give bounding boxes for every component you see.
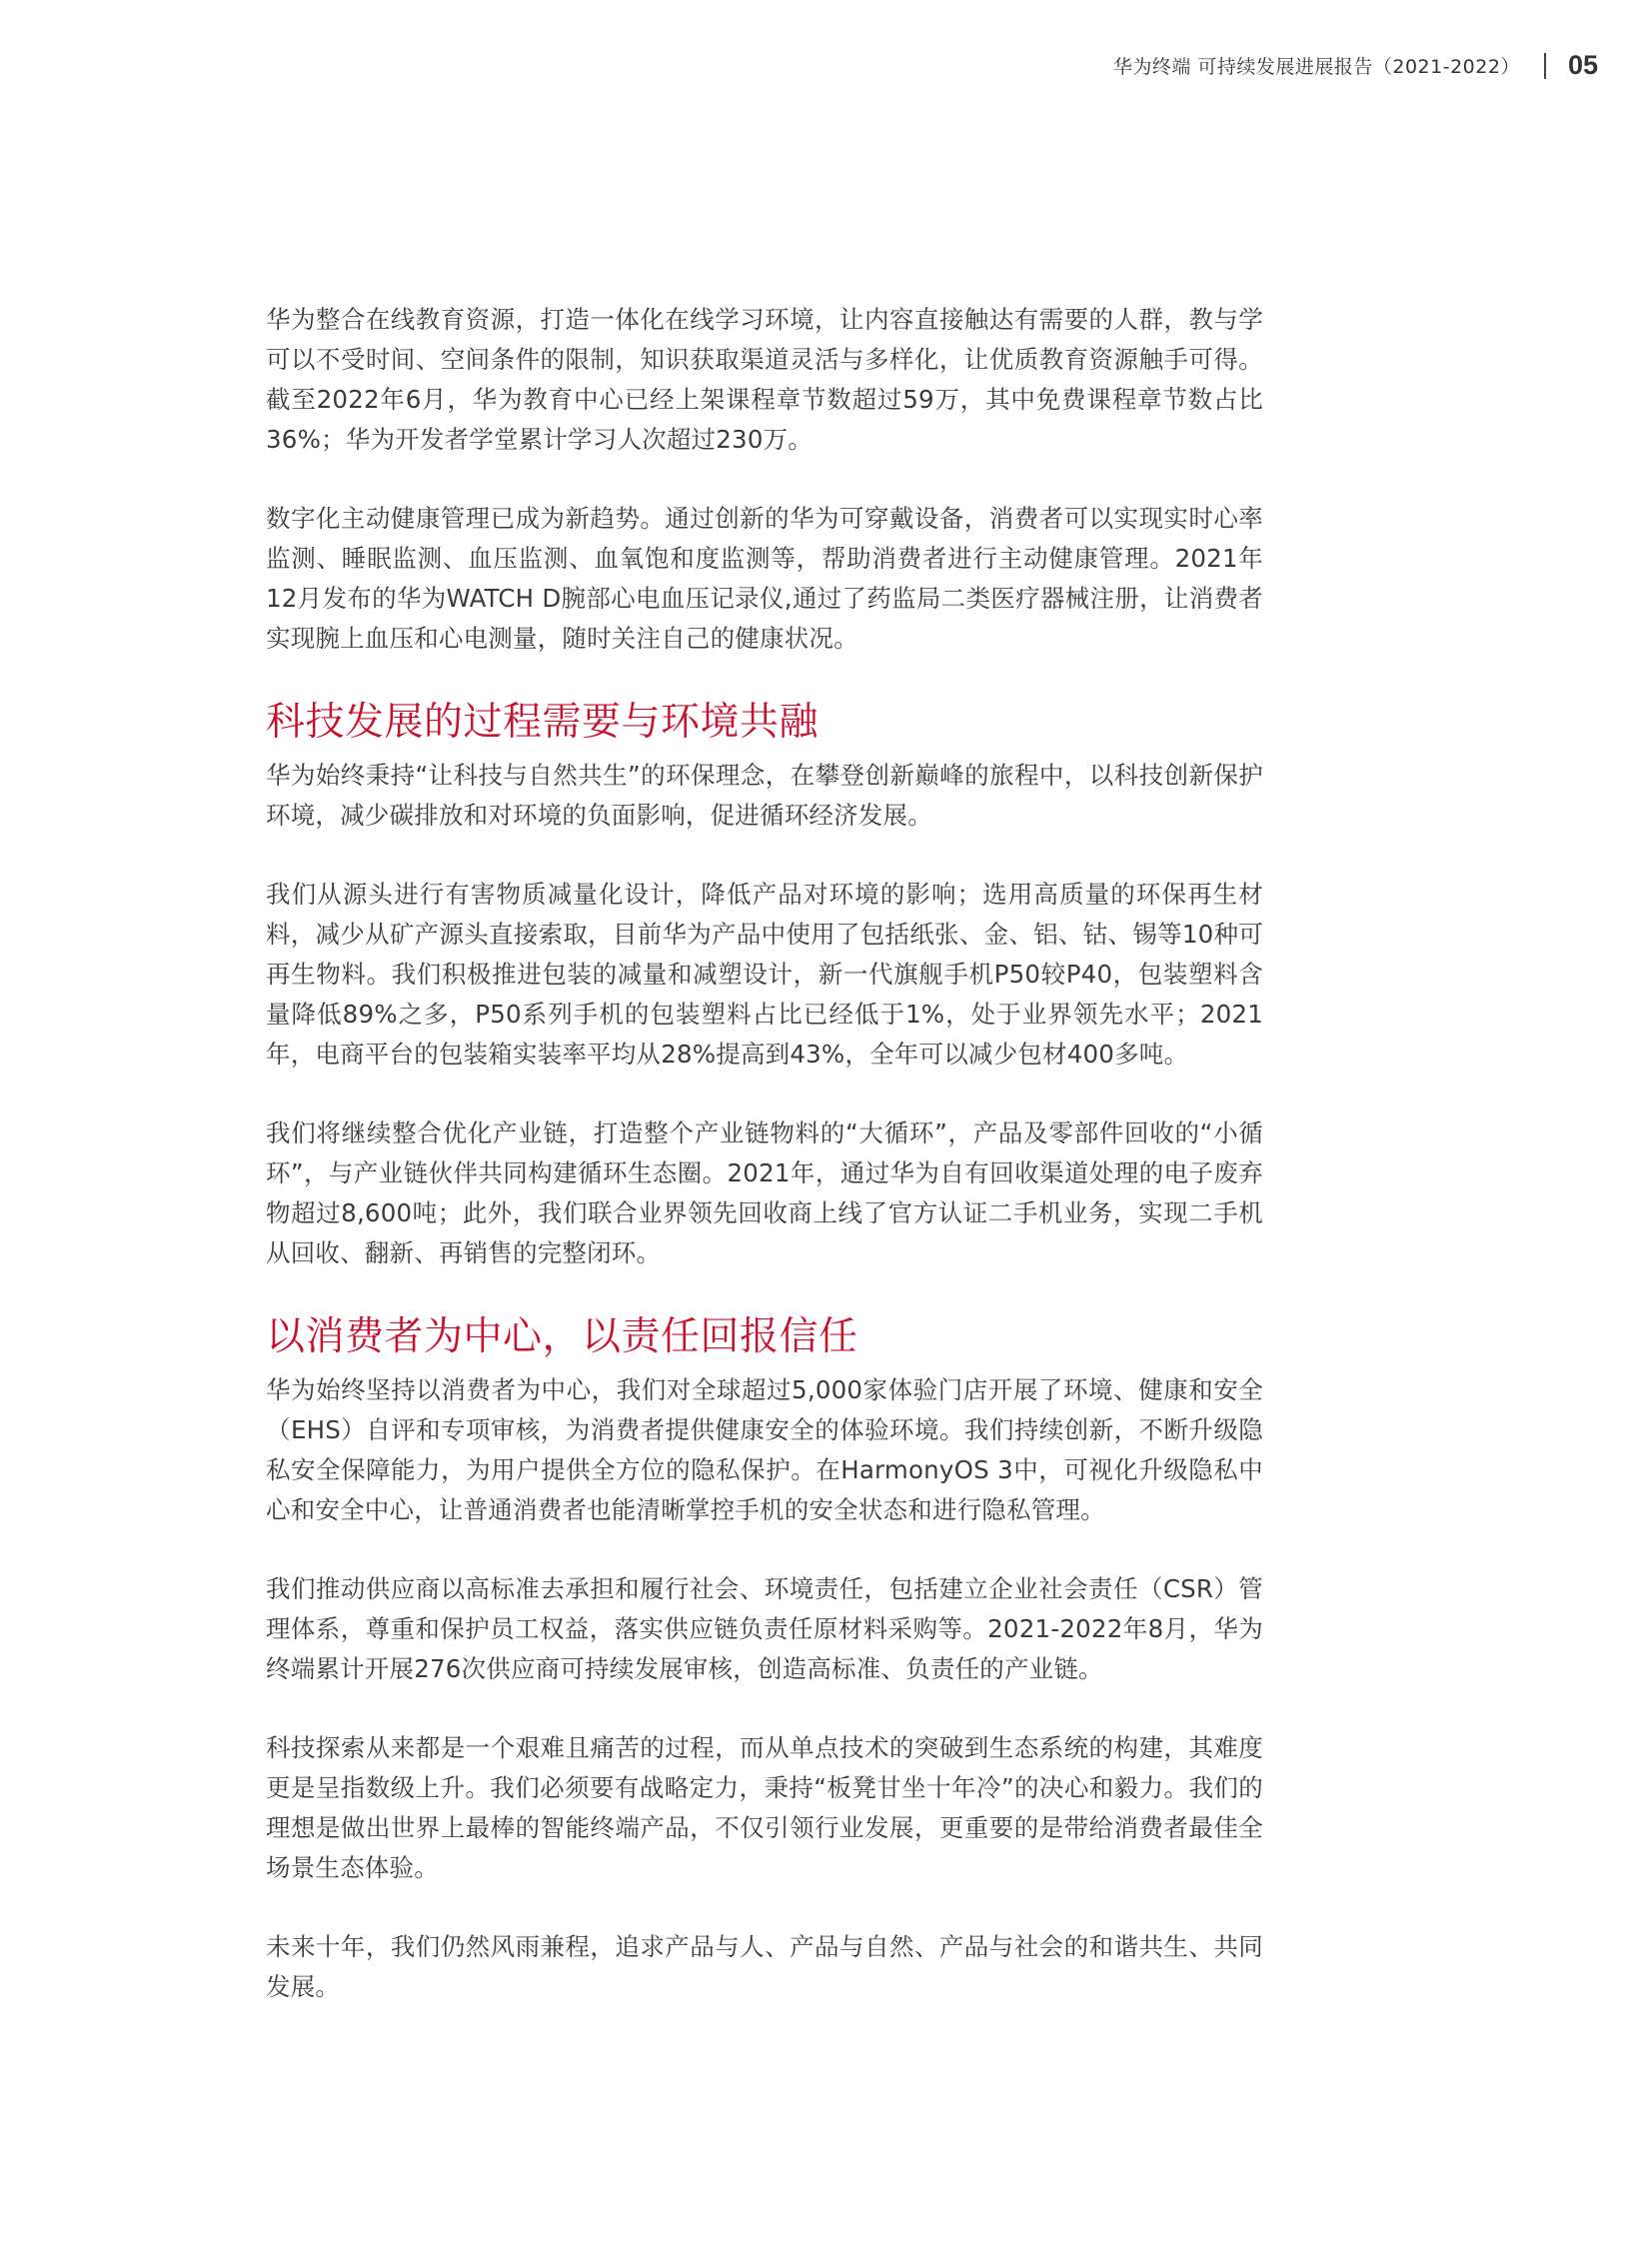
paragraph-online-education: 华为整合在线教育资源，打造一体化在线学习环境，让内容直接触达有需要的人群，教与学可以不受时间、空间条件的限制，知识获取渠道灵活与多样化，让优质教育资源触手可得。截至2022年6月，华为教育中心已经上架课程章节数超过59万，其中免费课程章节数占比36%；华为开发者学堂累计学习人次超过230万。 <box>266 305 1263 454</box>
paragraph-materials-packaging: 我们从源头进行有害物质减量化设计，降低产品对环境的影响；选用高质量的环保再生材料，减少从矿产源头直接索取，目前华为产品中使用了包括纸张、金、铝、钴、锡等10种可再生物料。我们积极推进包装的减量和减塑设计，新一代旗舰手机P50较P40，包装塑料含量降低89%之多，P50系列手机的包装塑料占比已经低于1%，处于业界领先水平；2021年，电商平台的包装箱实装率平均从28%提高到43%，全年可以减少包材400多吨。 <box>266 880 1263 1069</box>
paragraph-supplier-responsibility: 我们推动供应商以高标准去承担和履行社会、环境责任，包括建立企业社会责任（CSR）管理体系，尊重和保护员工权益，落实供应链负责任原材料采购等。2021-2022年8月，华为终端累计开展276次供应商可持续发展审核，创造高标准、负责任的产业链。 <box>266 1574 1263 1683</box>
section-heading-consumer: 以消费者为中心，以责任回报信任 <box>266 1314 858 1359</box>
page-number: 05 <box>1567 50 1598 80</box>
paragraph-health-management: 数字化主动健康管理已成为新趋势。通过创新的华为可穿戴设备，消费者可以实现实时心率监测、睡眠监测、血压监测、血氧饱和度监测等，帮助消费者进行主动健康管理。2021年12月发布的华为WATCH D腕部心电血压记录仪,通过了药监局二类医疗器械注册，让消费者实现腕上血压和心电测量，随时关注自己的健康状况。 <box>266 504 1263 653</box>
report-title: 华为终端 可持续发展进展报告（2021-2022） <box>1112 56 1520 78</box>
paragraph-circular-economy: 我们将继续整合优化产业链，打造整个产业链物料的“大循环”，产品及零部件回收的“小循环”，与产业链伙伴共同构建循环生态圈。2021年，通过华为自有回收渠道处理的电子废弃物超过8,600吨；此外，我们联合业界领先回收商上线了官方认证二手机业务，实现二手机从回收、翻新、再销售的完整闭环。 <box>266 1119 1263 1267</box>
main-content <box>266 300 1263 2046</box>
page-header <box>1113 50 1598 81</box>
paragraph-strategic-commitment: 科技探索从来都是一个艰难且痛苦的过程，而从单点技术的突破到生态系统的构建，其难度更是呈指数级上升。我们必须要有战略定力，秉持“板凳甘坐十年冷”的决心和毅力。我们的理想是做出世界上最棒的智能终端产品，不仅引领行业发展，更重要的是带给消费者最佳全场景生态体验。 <box>266 1733 1263 1882</box>
header-divider <box>1544 53 1546 79</box>
paragraph-environment-philosophy: 华为始终秉持“让科技与自然共生”的环保理念，在攀登创新巅峰的旅程中，以科技创新保护环境，减少碳排放和对环境的负面影响，促进循环经济发展。 <box>266 761 1263 830</box>
paragraph-future-outlook: 未来十年，我们仍然风雨兼程，追求产品与人、产品与自然、产品与社会的和谐共生、共同发展。 <box>266 1932 1263 2001</box>
paragraph-consumer-safety: 华为始终坚持以消费者为中心，我们对全球超过5,000家体验门店开展了环境、健康和安全（EHS）自评和专项审核，为消费者提供健康安全的体验环境。我们持续创新，不断升级隐私安全保障能力，为用户提供全方位的隐私保护。在HarmonyOS 3中，可视化升级隐私中心和安全中心，让普通消费者也能清晰掌控手机的安全状态和进行隐私管理。 <box>266 1375 1263 1524</box>
section-heading-environment: 科技发展的过程需要与环境共融 <box>266 700 820 745</box>
